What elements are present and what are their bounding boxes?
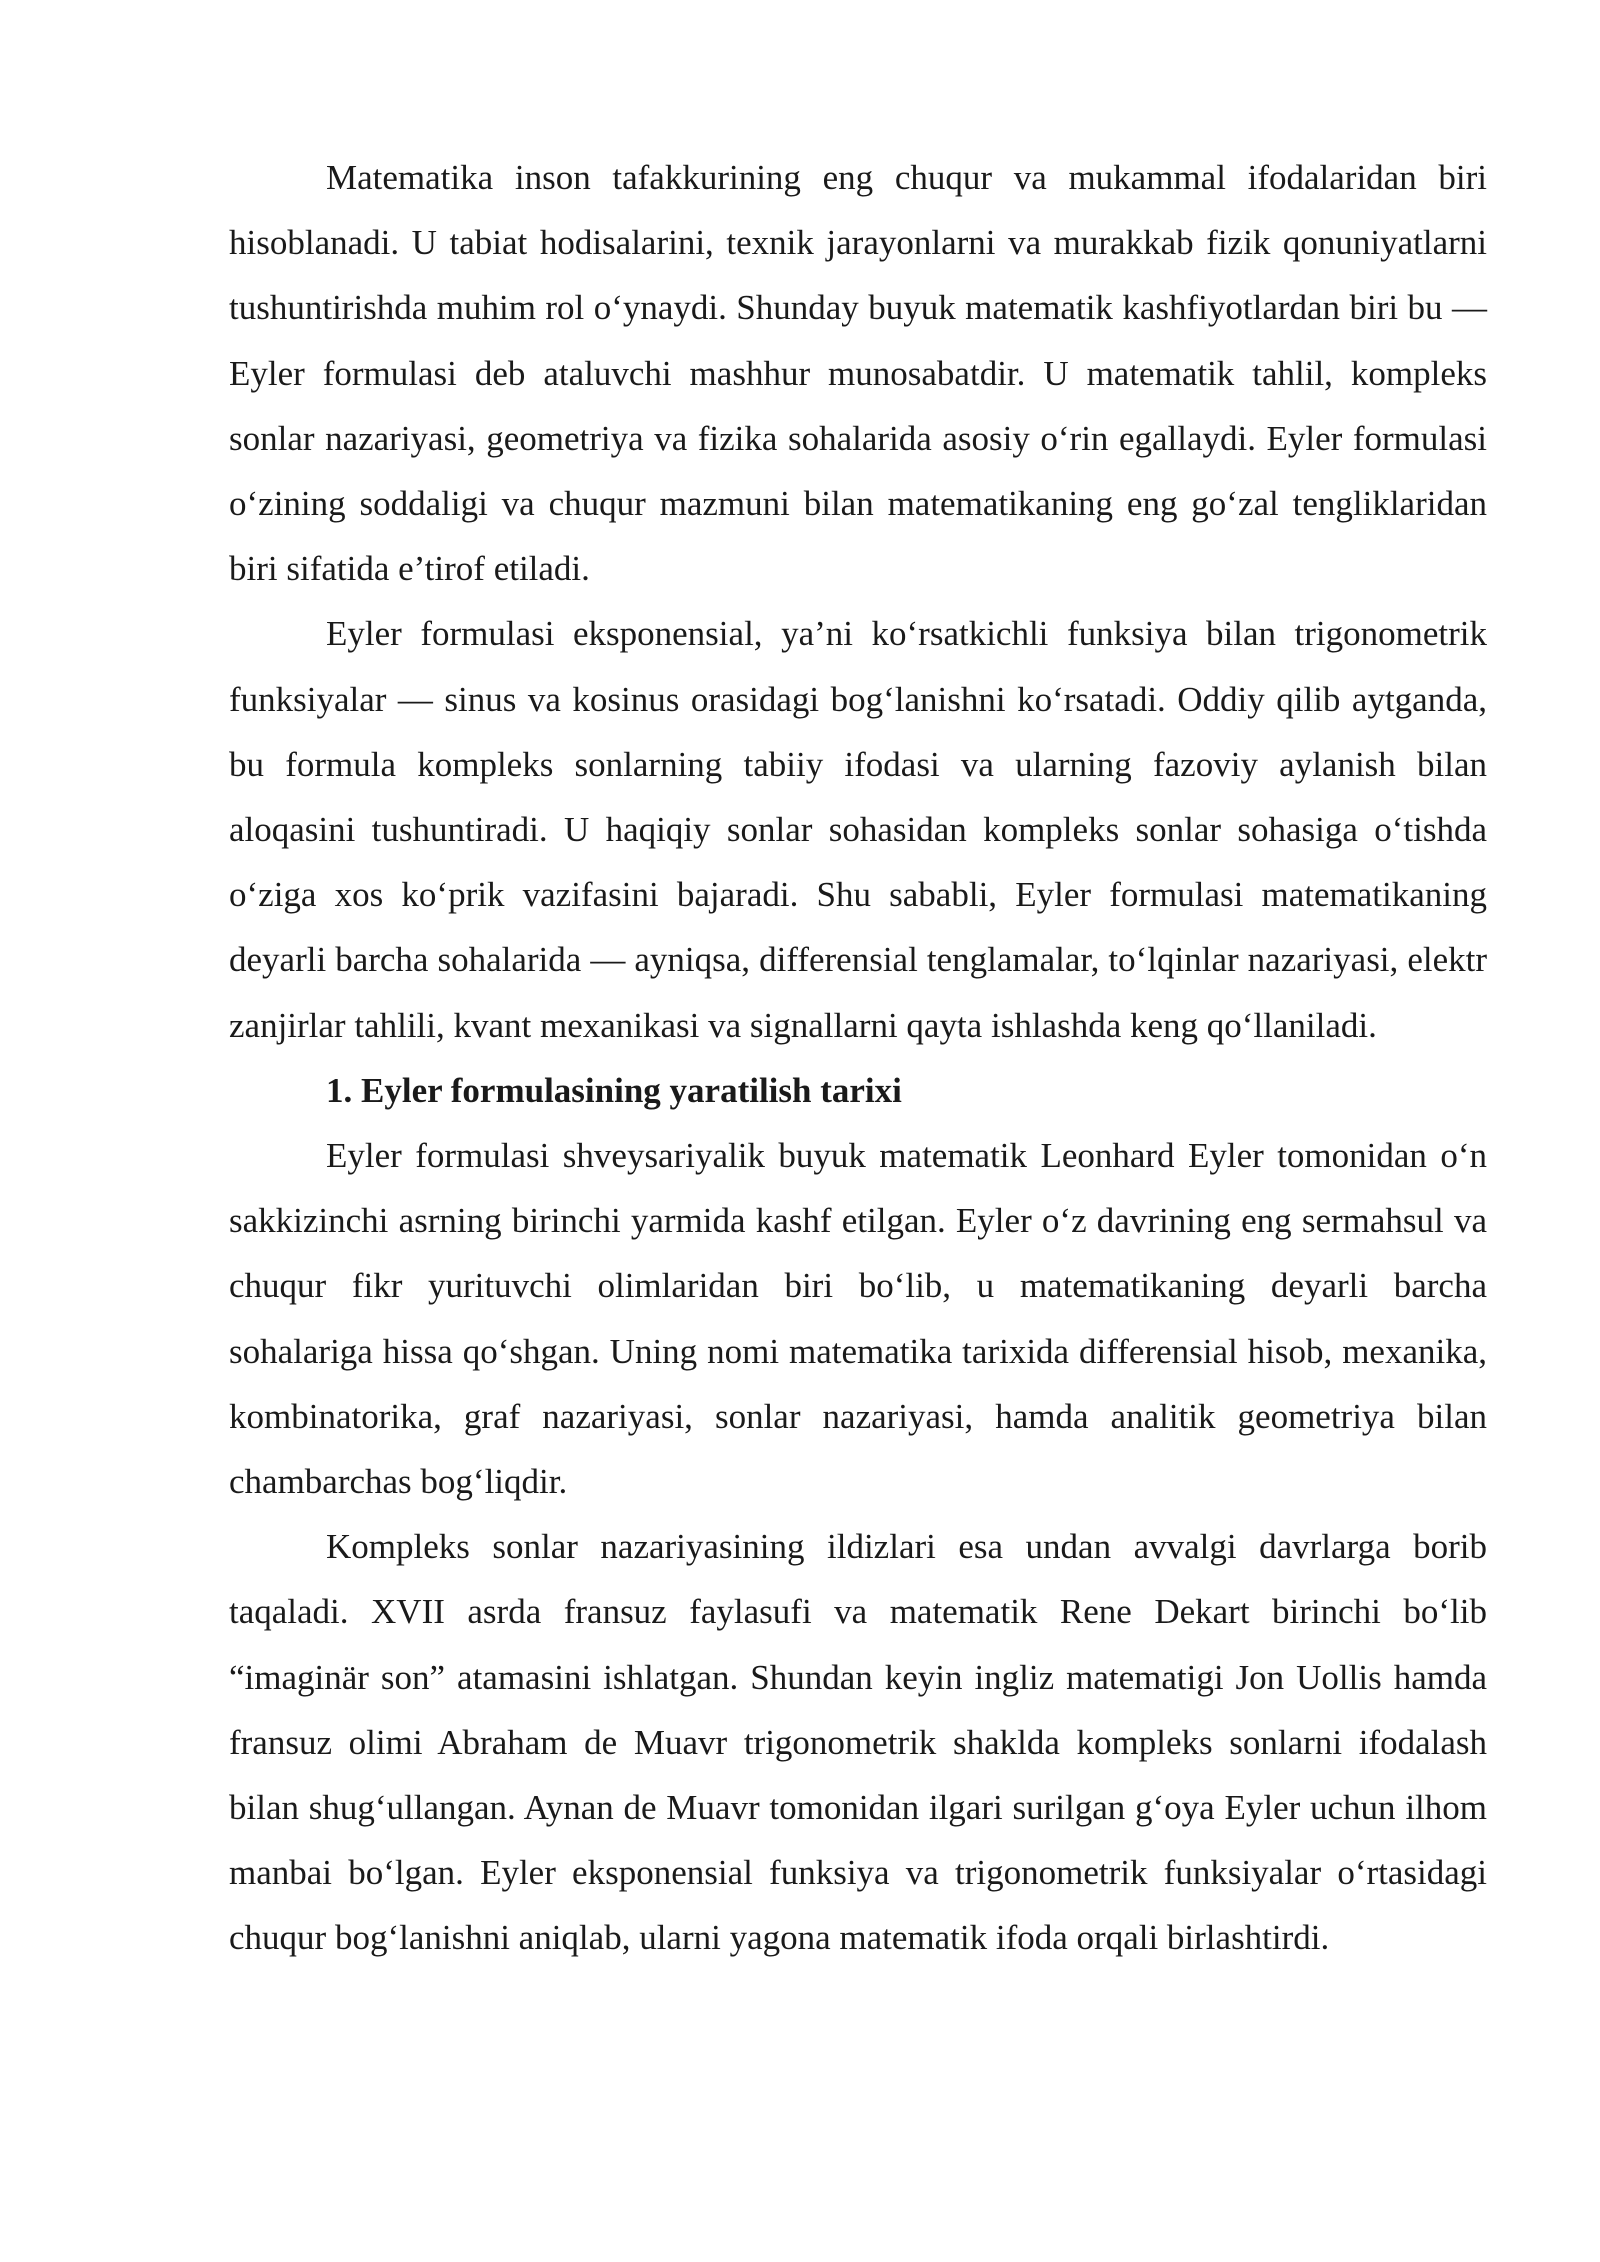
paragraph-intro-1: Matematika inson tafakkurining eng chuqur va mukammal ifodalaridan biri hisoblanadi. U tabiat hodisalarini, texnik jarayonlarni va murakkab fizik qonuniyatlarni tushuntirishda muhim rol o‘ynaydi. Shunday buyuk matematik kashfiyotlardan biri bu — Eyler formulasi deb ataluvchi mashhur munosabatdir. U matematik tahlil, kompleks sonlar nazariyasi, geometriya va fizika sohalarida asosiy o‘rin egallaydi. Eyler formulasi o‘zining soddaligi va chuqur mazmuni bilan matematikaning eng go‘zal tengliklaridan biri sifatida e’tirof etiladi. (229, 158, 1487, 589)
section-heading: 1. Eyler formulasining yaratilish tarixi (326, 1070, 902, 1110)
paragraph-intro-2: Eyler formulasi eksponensial, ya’ni ko‘rsatkichli funksiya bilan trigonometrik funksiyalar — sinus va kosinus orasidagi bog‘lanishni ko‘rsatadi. Oddiy qilib aytganda, bu formula kompleks sonlarning tabiiy ifodasi va ularning fazoviy aylanish bilan aloqasini tushuntiradi. U haqiqiy sonlar sohasidan kompleks sonlar sohasiga o‘tishda o‘ziga xos ko‘prik vazifasini bajaradi. Shu sababli, Eyler formulasi matematikaning deyarli barcha sohalarida — ayniqsa, differensial tenglamalar, to‘lqinlar nazariyasi, elektr zanjirlar tahlili, kvant mexanikasi va signallarni qayta ishlashda keng qo‘llaniladi. (229, 614, 1487, 1045)
document-body (229, 145, 1487, 1971)
paragraph-section-2: Kompleks sonlar nazariyasining ildizlari esa undan avvalgi davrlarga borib taqaladi. XVII asrda fransuz faylasufi va matematik Rene Dekart birinchi bo‘lib “imaginär son” atamasini ishlatgan. Shundan keyin ingliz matematigi Jon Uollis hamda fransuz olimi Abraham de Muavr trigonometrik shaklda kompleks sonlarni ifodalash bilan shug‘ullangan. Aynan de Muavr tomonidan ilgari surilgan g‘oya Eyler uchun ilhom manbai bo‘lgan. Eyler eksponensial funksiya va trigonometrik funksiyalar o‘rtasidagi chuqur bog‘lanishni aniqlab, ularni yagona matematik ifoda orqali birlashtirdi. (229, 1527, 1487, 1958)
paragraph-section-1: Eyler formulasi shveysariyalik buyuk matematik Leonhard Eyler tomonidan o‘n sakkizinchi asrning birinchi yarmida kashf etilgan. Eyler o‘z davrining eng sermahsul va chuqur fikr yurituvchi olimlaridan biri bo‘lib, u matematikaning deyarli barcha sohalariga hissa qo‘shgan. Uning nomi matematika tarixida differensial hisob, mexanika, kombinatorika, graf nazariyasi, sonlar nazariyasi, hamda analitik geometriya bilan chambarchas bog‘liqdir. (229, 1136, 1487, 1502)
